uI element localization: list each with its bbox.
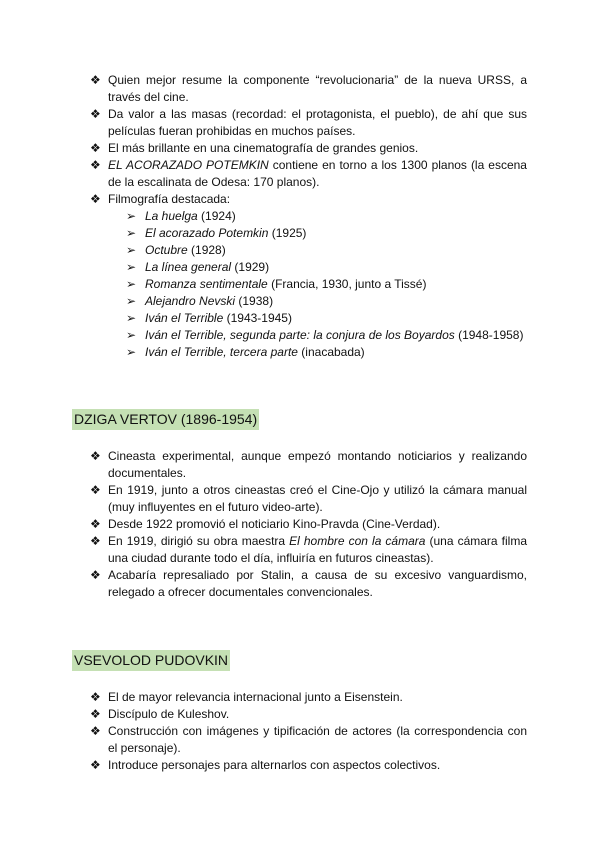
film-title: Iván el Terrible, segunda parte: la conjura de los Boyardos [145,328,455,342]
list-item [90,689,527,706]
bullet-text: Cineasta experimental, aunque empezó montando noticiarios y realizando documentales. [108,449,527,480]
list-item [90,723,527,757]
arrow-bullet-icon: ➢ [126,277,137,291]
film-note: (1948-1958) [454,328,524,342]
bullet-text: Introduce personajes para alternarlos con aspectos colectivos. [108,758,441,772]
list-item [90,157,527,191]
film-note: (1943-1945) [223,311,292,325]
filmography-list [108,208,527,361]
diamond-bullet-icon: ❖ [90,449,101,463]
diamond-bullet-icon: ❖ [90,73,101,87]
diamond-bullet-icon: ❖ [90,724,101,738]
film-item [108,310,527,327]
arrow-bullet-icon: ➢ [126,345,137,359]
bullet-text: (una cámara filma una ciudad durante todo el día, influiría en futuros cineastas). [108,534,528,565]
arrow-bullet-icon: ➢ [126,260,137,274]
bullet-text: El más brillante en una cinematografía de grandes genios. [108,141,419,155]
arrow-bullet-icon: ➢ [126,226,137,240]
film-item [108,208,527,225]
list-item [90,72,527,106]
film-title: Alejandro Nevski [145,294,236,308]
list-item [90,482,527,516]
film-title: El acorazado Potemkin [145,226,269,240]
film-item [108,344,527,361]
diamond-bullet-icon: ❖ [90,568,101,582]
list-item [90,533,527,567]
film-item [108,293,527,310]
arrow-bullet-icon: ➢ [126,311,137,325]
film-note: (1938) [235,294,274,308]
film-note: (Francia, 1930, junto a Tissé) [267,277,427,291]
section-heading-vertov: DZIGA VERTOV (1896-1954) [72,409,259,430]
film-item [108,327,527,344]
bullet-text: En 1919, junto a otros cineastas creó el Cine-Ojo y utilizó la cámara manual (muy influyentes en el futuro video-arte). [108,483,527,514]
bullet-text-italic: El hombre con la cámara [289,534,426,548]
list-item [90,706,527,723]
film-title: La línea general [145,260,232,274]
bullet-text: En 1919, dirigió su obra maestra [108,534,290,548]
diamond-bullet-icon: ❖ [90,517,101,531]
arrow-bullet-icon: ➢ [126,243,137,257]
arrow-bullet-icon: ➢ [126,294,137,308]
film-note: (1928) [187,243,226,257]
diamond-bullet-icon: ❖ [90,707,101,721]
section-heading-pudovkin: VSEVOLOD PUDOVKIN [72,650,230,671]
film-item [108,276,527,293]
bullet-text: Acabaría represaliado por Stalin, a causa de su excesivo vanguardismo, relegado a ofrecer documentales convencionales. [108,568,527,599]
list-item [90,516,527,533]
bullet-text: Discípulo de Kuleshov. [108,707,230,721]
film-title: Iván el Terrible, tercera parte [145,345,298,359]
film-item [108,225,527,242]
film-title: La huelga [145,209,198,223]
diamond-bullet-icon: ❖ [90,690,101,704]
arrow-bullet-icon: ➢ [126,328,137,342]
bullet-text: contiene en torno a los 1300 planos (la escena de la escalinata de Odesa: 170 planos). [108,158,527,189]
list-item [90,106,527,140]
diamond-bullet-icon: ❖ [90,758,101,772]
list-item [90,448,527,482]
film-title: Iván el Terrible [145,311,224,325]
bullet-text: Da valor a las masas (recordad: el protagonista, el pueblo), de ahí que sus películas fueran prohibidas en muchos países. [108,107,527,138]
bullet-text-italic: EL ACORAZADO POTEMKIN [108,158,269,172]
list-item [90,757,527,774]
film-note: (1924) [197,209,236,223]
diamond-bullet-icon: ❖ [90,107,101,121]
film-note: (inacabada) [297,345,365,359]
film-item [108,259,527,276]
film-note: (1929) [231,260,270,274]
list-item [90,567,527,601]
diamond-bullet-icon: ❖ [90,192,101,206]
vertov-bullet-list [90,448,527,601]
film-title: Octubre [145,243,188,257]
pudovkin-bullet-list [90,689,527,774]
bullet-text: Construcción con imágenes y tipificación de actores (la correspondencia con el personaje). [108,724,527,755]
bullet-text: Desde 1922 promovió el noticiario Kino-Pravda (Cine-Verdad). [108,517,441,531]
film-title: Romanza sentimentale [145,277,268,291]
diamond-bullet-icon: ❖ [90,534,101,548]
eisenstein-bullet-list [90,72,527,361]
diamond-bullet-icon: ❖ [90,158,101,172]
bullet-text: Filmografía destacada: [108,192,231,206]
diamond-bullet-icon: ❖ [90,141,101,155]
list-item [90,191,527,361]
bullet-text: Quien mejor resume la componente “revolucionaria” de la nueva URSS, a través del cine. [108,73,527,104]
arrow-bullet-icon: ➢ [126,209,137,223]
film-note: (1925) [268,226,307,240]
film-item [108,242,527,259]
diamond-bullet-icon: ❖ [90,483,101,497]
list-item [90,140,527,157]
bullet-text: El de mayor relevancia internacional junto a Eisenstein. [108,690,403,704]
